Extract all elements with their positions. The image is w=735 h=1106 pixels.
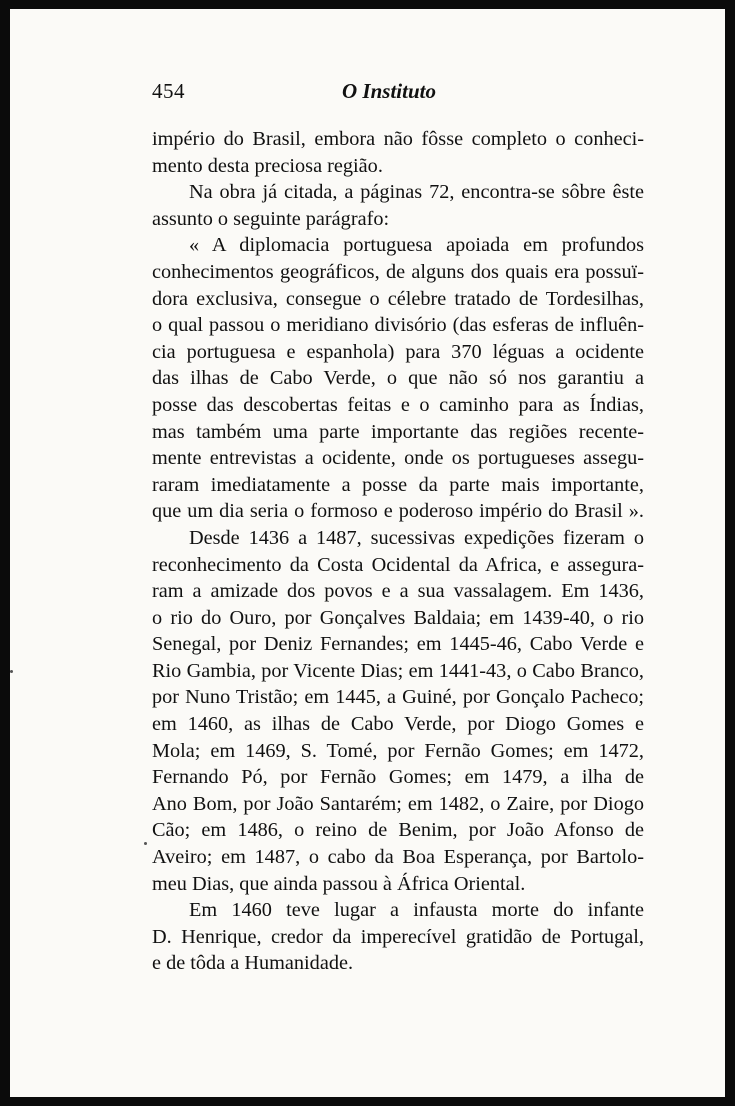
text-line: por Nuno Tristão; em 1445, a Guiné, por Gonçalo Pacheco;	[152, 686, 644, 709]
text-line: o qual passou o meridiano divisório (das esferas de influên-	[152, 314, 644, 337]
text-line: Senegal, por Deniz Fernandes; em 1445-46, Cabo Verde e	[152, 633, 644, 656]
text-line: Rio Gambia, por Vicente Dias; em 1441-43, o Cabo Branco,	[152, 659, 644, 682]
text-line: império do Brasil, embora não fôsse completo o conheci-	[152, 128, 644, 150]
text-line: Desde 1436 a 1487, sucessivas expedições fizeram o	[189, 526, 644, 549]
text-line: o rio do Ouro, por Gonçalves Baldaia; em 1439-40, o rio	[152, 606, 644, 629]
text-line: meu Dias, que ainda passou à África Oriental.	[152, 872, 526, 895]
running-title: O Instituto	[342, 79, 436, 103]
page-number: 454	[152, 79, 185, 103]
text-line: em 1460, as ilhas de Cabo Verde, por Diogo Gomes e	[152, 713, 644, 736]
text-line: Em 1460 teve lugar a infausta morte do infante	[189, 899, 644, 922]
text-line: raram imediatamente a posse da parte mais importante,	[152, 473, 644, 496]
scan-speck	[144, 842, 147, 845]
text-line: ram a amizade dos povos e a sua vassalagem. Em 1436,	[152, 580, 644, 603]
text-line: das ilhas de Cabo Verde, o que não só nos garantiu a	[152, 367, 644, 390]
body-text	[152, 126, 644, 977]
text-line: e de tôda a Humanidade.	[152, 952, 354, 975]
text-line: Mola; em 1469, S. Tomé, por Fernão Gomes; em 1472,	[152, 739, 644, 762]
text-line: Na obra já citada, a páginas 72, encontra-se sôbre êste	[189, 181, 644, 204]
text-line: conhecimentos geográficos, de alguns dos quais era possuï-	[152, 260, 644, 283]
page-header	[152, 79, 644, 109]
text-line: cia portuguesa e espanhola) para 370 léguas a ocidente	[152, 340, 644, 363]
text-line: posse das descobertas feitas e o caminho para as Índias,	[152, 393, 644, 416]
text-line: « A diplomacia portuguesa apoiada em profundos	[189, 234, 644, 257]
text-line: mente entrevistas a ocidente, onde os portugueses assegu-	[152, 447, 644, 470]
text-line: Cão; em 1486, o reino de Benim, por João Afonso de	[152, 819, 644, 842]
text-line: assunto o seguinte parágrafo:	[152, 207, 390, 230]
text-line: Aveiro; em 1487, o cabo da Boa Esperança, por Bartolo-	[152, 846, 644, 869]
text-line: dora exclusiva, consegue o célebre tratado de Tordesilhas,	[152, 287, 644, 310]
text-line: mas também uma parte importante das regiões recente-	[152, 420, 644, 443]
text-line: reconhecimento da Costa Ocidental da Africa, e assegura-	[152, 553, 644, 576]
text-line: Fernando Pó, por Fernão Gomes; em 1479, a ilha de	[152, 766, 644, 789]
text-line: D. Henrique, credor da imperecível gratidão de Portugal,	[152, 925, 644, 948]
scan-speck	[10, 670, 13, 673]
text-line: Ano Bom, por João Santarém; em 1482, o Zaire, por Diogo	[152, 792, 644, 815]
text-line: que um dia seria o formoso e poderoso império do Brasil ».	[152, 500, 644, 523]
text-line: mento desta preciosa região.	[152, 154, 383, 177]
